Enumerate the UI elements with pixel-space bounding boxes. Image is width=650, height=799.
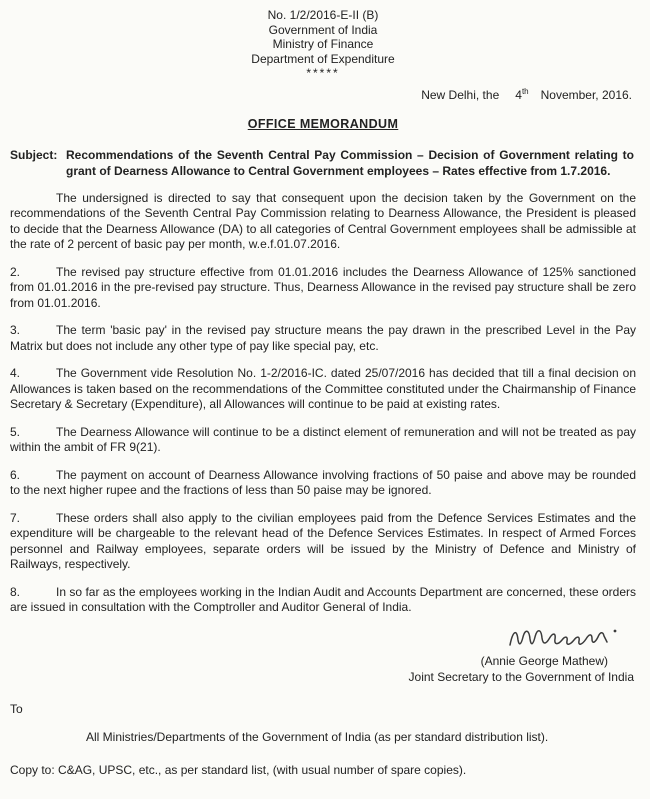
date-month-year: November, 2016. bbox=[540, 87, 632, 102]
to-label: To bbox=[10, 701, 23, 716]
subject-text: Recommendations of the Seventh Central Pay Commission – Decision of Government relating to grant of Dearness Allowance to Central Government employees – Rates effective from 1.7.2016. bbox=[66, 147, 634, 178]
signatory-designation: Joint Secretary to the Government of India bbox=[408, 670, 634, 684]
org-line-department: Department of Expenditure bbox=[251, 51, 395, 66]
paragraph-number: 6. bbox=[10, 467, 21, 482]
paragraph-text: The revised pay structure effective from 01.01.2016 includes the Dearness Allowance of 125% sanctioned from 01.01.2016 in the pre-revised pay structure. Thus, Dearness Allowance in the revised pay structure shall be zero from 01.01.2016. bbox=[10, 264, 636, 310]
paragraph-number: 2. bbox=[10, 264, 21, 279]
stars-separator: ***** bbox=[306, 66, 340, 80]
paragraph-number: 5. bbox=[10, 424, 21, 439]
signature-block bbox=[10, 620, 636, 686]
paragraph-number: 8. bbox=[10, 584, 21, 599]
paragraph-3 bbox=[10, 323, 636, 354]
paragraph-5 bbox=[10, 425, 636, 456]
copy-to-line: Copy to: C&AG, UPSC, etc., as per standard list, (with usual number of spare copies). bbox=[10, 762, 467, 777]
letterhead bbox=[10, 8, 636, 81]
subject-label: Subject: bbox=[10, 147, 58, 162]
paragraph-text: The Government vide Resolution No. 1-2/2016-IC. dated 25/07/2016 has decided that till a final decision on Allowances is taken based on the recommendations of the Committee constituted under the Chairmanship of Finance Secretary & Secretary (Expenditure), all Allowances will continue to be paid at existing rates. bbox=[10, 366, 636, 411]
reference-number: No. 1/2/2016-E-II (B) bbox=[267, 8, 379, 22]
paragraph-6 bbox=[10, 468, 636, 499]
paragraph-4 bbox=[10, 366, 636, 413]
paragraph-1 bbox=[10, 191, 636, 253]
signatory-name: (Annie George Mathew) bbox=[480, 654, 608, 668]
paragraph-text: The payment on account of Dearness Allowance involving fractions of 50 paise and above may be rounded to the next higher rupee and the fractions of less than 50 paise may be ignored. bbox=[10, 467, 636, 497]
paragraph-7 bbox=[10, 511, 636, 573]
date-day: 4 bbox=[515, 87, 522, 102]
paragraph-number: 7. bbox=[10, 510, 21, 525]
place-text: New Delhi, the bbox=[421, 87, 500, 102]
paragraph-text: In so far as the employees working in the Indian Audit and Accounts Department are concerned, these orders are issued in consultation with the Comptroller and Auditor General of India. bbox=[10, 584, 636, 614]
paragraph-text: The Dearness Allowance will continue to be a distinct element of remuneration and will not be treated as pay within the ambit of FR 9(21). bbox=[10, 424, 636, 454]
handwritten-signature-icon bbox=[504, 620, 622, 655]
document-title: OFFICE MEMORANDUM bbox=[247, 117, 399, 131]
paragraph-number: 4. bbox=[10, 366, 21, 380]
org-line-ministry: Ministry of Finance bbox=[272, 37, 374, 51]
distribution-line: All Ministries/Departments of the Government of India (as per standard distribution list). bbox=[86, 730, 549, 744]
paragraph-text: The term 'basic pay' in the revised pay structure means the pay drawn in the prescribed Level in the Pay Matrix but does not include any other type of pay like special pay, etc. bbox=[10, 323, 636, 353]
paragraph-8 bbox=[10, 585, 636, 616]
subject-block bbox=[10, 147, 636, 179]
paragraph-text: These orders shall also apply to the civilian employees paid from the Defence Services Estimates and the expenditure will be chargeable to the relevant head of the Defence Services Estimates. In respect of Armed Forces personnel and Railway employees, separate orders will be issued by the Ministry of Defence and Ministry of Railways, respectively. bbox=[10, 510, 636, 571]
date-ordinal-suffix: th bbox=[521, 86, 529, 96]
place-date-line bbox=[10, 88, 636, 104]
paragraph-2 bbox=[10, 265, 636, 312]
org-line-government: Government of India bbox=[268, 22, 378, 37]
paragraph-text: The undersigned is directed to say that consequent upon the decision taken by the Government on the recommendations of the Seventh Central Pay Commission relating to Dearness Allowance, the President is pleased to decide that the Dearness Allowance (DA) to all categories of Central Government employees shall be admissible at the rate of 2 percent of basic pay per month, w.e.f.01.07.2016. bbox=[10, 190, 636, 251]
paragraph-number: 3. bbox=[10, 323, 21, 337]
